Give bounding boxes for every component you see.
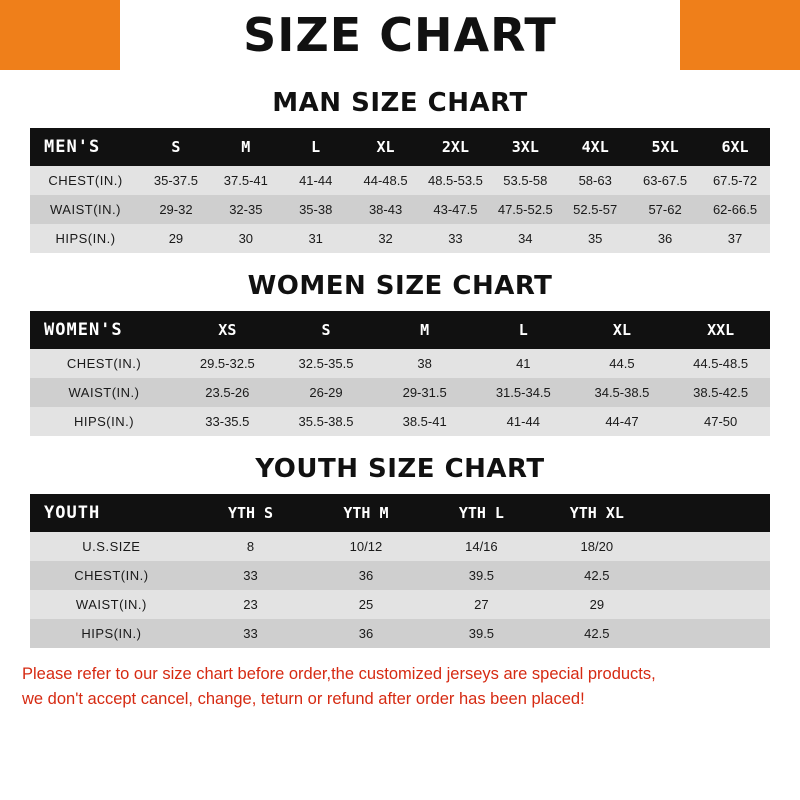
table-cell: 23 (193, 590, 308, 619)
table-cell: 43-47.5 (421, 195, 491, 224)
table-cell: 47.5-52.5 (490, 195, 560, 224)
men-section-title: MAN SIZE CHART (272, 88, 528, 118)
table-header-cell: YOUTH (30, 494, 193, 532)
row-label: HIPS(IN.) (30, 407, 178, 436)
youth-size-table (30, 494, 770, 648)
row-label: CHEST(IN.) (30, 561, 193, 590)
table-header-cell: 2XL (421, 128, 491, 166)
table-cell: 42.5 (539, 619, 654, 648)
table-cell: 33-35.5 (178, 407, 277, 436)
table-cell: 38 (375, 349, 474, 378)
table-cell-empty (655, 532, 770, 561)
table-header-cell: 5XL (630, 128, 700, 166)
table-cell: 38.5-41 (375, 407, 474, 436)
table-cell: 23.5-26 (178, 378, 277, 407)
youth-table-wrap (0, 494, 800, 648)
table-header-cell-empty (655, 494, 770, 532)
table-header-cell: M (375, 311, 474, 349)
table-header-cell: S (277, 311, 376, 349)
table-cell: 18/20 (539, 532, 654, 561)
table-cell: 44-47 (573, 407, 672, 436)
note-line-2: we don't accept cancel, change, teturn or refund after order has been placed! (22, 689, 585, 708)
row-label: CHEST(IN.) (30, 349, 178, 378)
table-cell: 33 (193, 619, 308, 648)
table-cell: 39.5 (424, 619, 539, 648)
table-cell: 39.5 (424, 561, 539, 590)
table-header-cell: XL (573, 311, 672, 349)
table-header-cell: 6XL (700, 128, 770, 166)
table-cell: 29 (141, 224, 211, 253)
table-row (30, 166, 770, 195)
table-cell: 8 (193, 532, 308, 561)
table-cell: 14/16 (424, 532, 539, 561)
table-cell: 30 (211, 224, 281, 253)
table-row (30, 619, 770, 648)
table-cell: 32.5-35.5 (277, 349, 376, 378)
table-header-cell: MEN'S (30, 128, 141, 166)
table-header-cell: M (211, 128, 281, 166)
row-label: U.S.SIZE (30, 532, 193, 561)
table-cell: 36 (630, 224, 700, 253)
row-label: WAIST(IN.) (30, 378, 178, 407)
table-cell: 63-67.5 (630, 166, 700, 195)
table-cell: 37.5-41 (211, 166, 281, 195)
table-row (30, 378, 770, 407)
table-cell: 33 (421, 224, 491, 253)
table-cell: 37 (700, 224, 770, 253)
row-label: WAIST(IN.) (30, 195, 141, 224)
table-cell: 33 (193, 561, 308, 590)
table-cell: 34.5-38.5 (573, 378, 672, 407)
header-banner (0, 0, 800, 70)
table-cell: 44-48.5 (351, 166, 421, 195)
table-cell: 29-31.5 (375, 378, 474, 407)
table-cell: 44.5 (573, 349, 672, 378)
table-cell: 38-43 (351, 195, 421, 224)
table-cell: 42.5 (539, 561, 654, 590)
table-cell: 31 (281, 224, 351, 253)
table-header-cell: YTH S (193, 494, 308, 532)
row-label: WAIST(IN.) (30, 590, 193, 619)
table-cell: 67.5-72 (700, 166, 770, 195)
table-cell: 35.5-38.5 (277, 407, 376, 436)
table-header-cell: YTH M (308, 494, 423, 532)
table-header-row (30, 494, 770, 532)
table-cell: 35-37.5 (141, 166, 211, 195)
table-cell: 32 (351, 224, 421, 253)
table-cell: 38.5-42.5 (671, 378, 770, 407)
table-row (30, 195, 770, 224)
page-title: SIZE CHART (243, 8, 557, 62)
table-header-cell: 4XL (560, 128, 630, 166)
table-cell: 31.5-34.5 (474, 378, 573, 407)
table-cell-empty (655, 590, 770, 619)
table-cell: 41 (474, 349, 573, 378)
table-header-cell: YTH L (424, 494, 539, 532)
banner-accent-left (0, 0, 120, 70)
note-line-1: Please refer to our size chart before order,the customized jerseys are special products, (22, 665, 656, 683)
table-header-cell: 3XL (490, 128, 560, 166)
table-row (30, 407, 770, 436)
table-row (30, 224, 770, 253)
women-table-wrap (0, 311, 800, 436)
table-cell: 29-32 (141, 195, 211, 224)
table-header-row (30, 311, 770, 349)
table-cell: 29 (539, 590, 654, 619)
banner-accent-right (680, 0, 800, 70)
row-label: HIPS(IN.) (30, 224, 141, 253)
youth-section-title: YOUTH SIZE CHART (255, 454, 545, 484)
table-cell: 29.5-32.5 (178, 349, 277, 378)
table-cell-empty (655, 619, 770, 648)
table-cell: 62-66.5 (700, 195, 770, 224)
table-cell: 36 (308, 561, 423, 590)
table-cell: 47-50 (671, 407, 770, 436)
table-cell: 58-63 (560, 166, 630, 195)
table-cell: 35 (560, 224, 630, 253)
table-cell: 27 (424, 590, 539, 619)
table-header-cell: WOMEN'S (30, 311, 178, 349)
table-cell: 36 (308, 619, 423, 648)
table-cell: 32-35 (211, 195, 281, 224)
table-header-cell: XXL (671, 311, 770, 349)
table-header-row (30, 128, 770, 166)
table-row (30, 532, 770, 561)
table-cell: 34 (490, 224, 560, 253)
table-cell: 10/12 (308, 532, 423, 561)
table-cell-empty (655, 561, 770, 590)
table-cell: 52.5-57 (560, 195, 630, 224)
row-label: HIPS(IN.) (30, 619, 193, 648)
order-policy-note (0, 648, 800, 712)
table-header-cell: S (141, 128, 211, 166)
women-section-title: WOMEN SIZE CHART (247, 271, 553, 301)
table-row (30, 349, 770, 378)
table-header-cell: XL (351, 128, 421, 166)
table-cell: 25 (308, 590, 423, 619)
table-cell: 48.5-53.5 (421, 166, 491, 195)
table-row (30, 590, 770, 619)
row-label: CHEST(IN.) (30, 166, 141, 195)
table-cell: 57-62 (630, 195, 700, 224)
table-cell: 41-44 (281, 166, 351, 195)
table-header-cell: L (281, 128, 351, 166)
table-row (30, 561, 770, 590)
table-header-cell: XS (178, 311, 277, 349)
table-cell: 41-44 (474, 407, 573, 436)
table-header-cell: YTH XL (539, 494, 654, 532)
table-header-cell: L (474, 311, 573, 349)
men-table-wrap (0, 128, 800, 253)
table-cell: 35-38 (281, 195, 351, 224)
table-cell: 53.5-58 (490, 166, 560, 195)
men-size-table (30, 128, 770, 253)
table-cell: 44.5-48.5 (671, 349, 770, 378)
table-cell: 26-29 (277, 378, 376, 407)
women-size-table (30, 311, 770, 436)
